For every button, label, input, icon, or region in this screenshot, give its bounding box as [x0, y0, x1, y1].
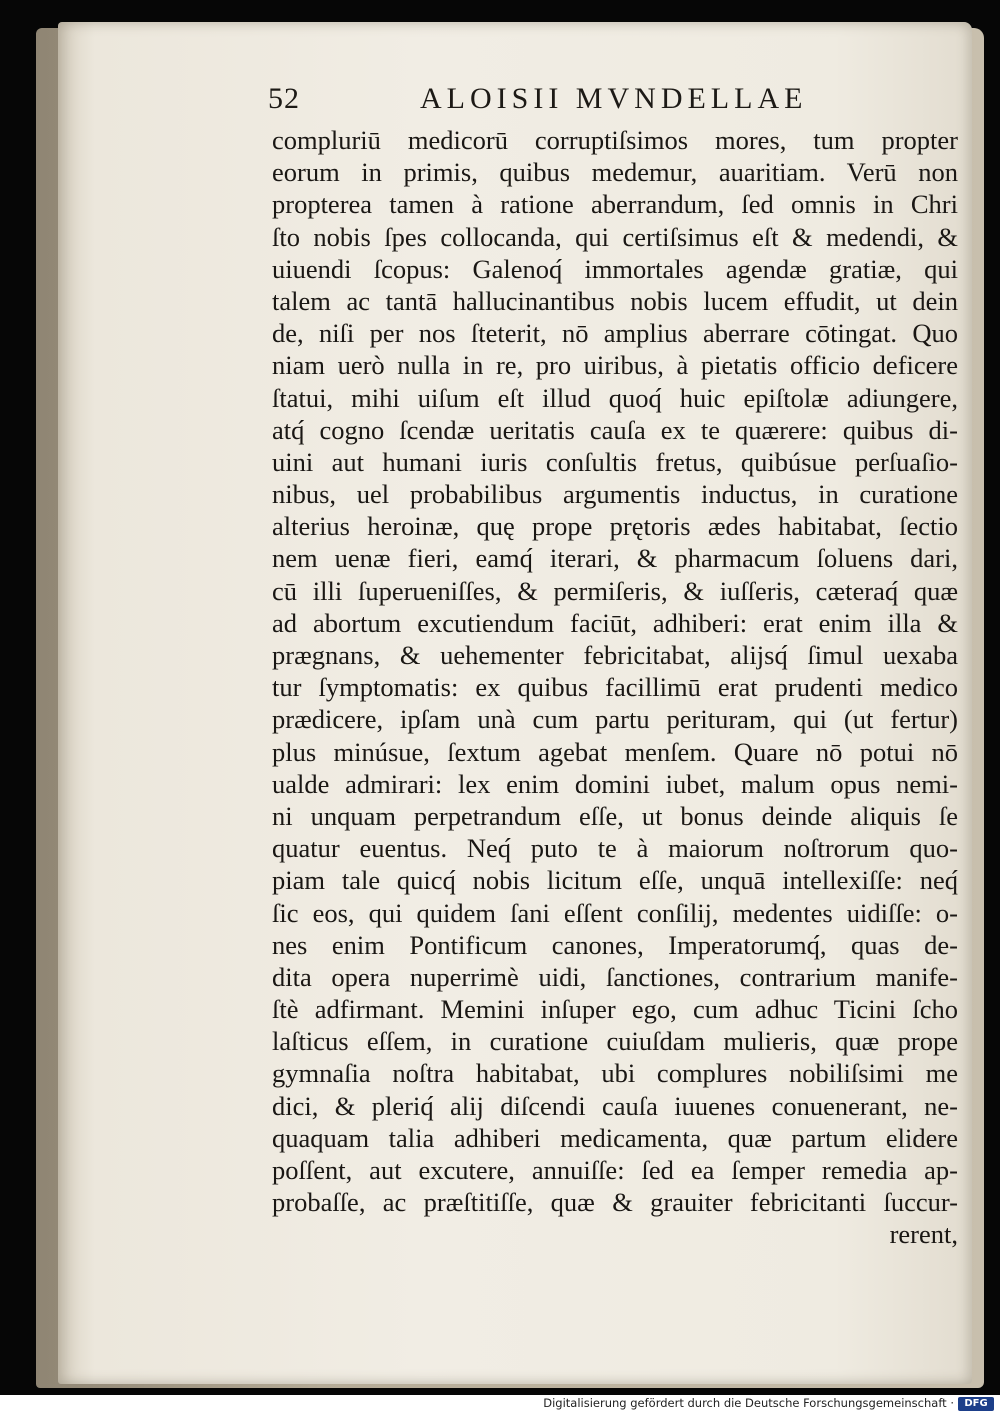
text-line: ſtatui, mihi uiſum eſt illud quoq́ huic epiſtolæ adiungere,: [272, 382, 958, 413]
text-line: quatur euentus. Neq́ puto te à maiorum noſtrorum quo-: [272, 833, 958, 864]
text-line: dita opera nuperrimè uidi, ſanctiones, contrarium manife-: [272, 961, 958, 992]
dfg-logo-icon: DFG: [958, 1397, 994, 1411]
text-line: dici, & pleriq́ alij diſcendi cauſa iuuenes conuenerant, ne-: [272, 1090, 958, 1121]
text-line: ſtè adfirmant. Memini inſuper ego, cum adhuc Ticini ſcho: [272, 994, 958, 1025]
text-line: atq́ cogno ſcendæ ueritatis cauſa ex te quærere: quibus di-: [272, 414, 958, 445]
catchword: rerent,: [889, 1219, 958, 1250]
text-line: plus minúsue, ſextum agebat menſem. Quare nō potui nō: [272, 736, 958, 767]
text-line: propterea tamen à ratione aberrandum, ſed omnis in Chri: [272, 189, 958, 220]
page-number: 52: [268, 82, 300, 115]
text-line: probaſſe, ac præſtitiſſe, quæ & grauiter febricitanti ſuccur-: [272, 1187, 958, 1218]
running-head: ALOISII MVNDELLAE: [420, 82, 808, 115]
text-line: prægnans, & uehementer febricitabat, alijsq́ ſimul uexaba: [272, 640, 958, 670]
text-line: ſto nobis ſpes collocanda, qui certiſsimus eſt & medendi, &: [272, 221, 958, 252]
footer-credit: Digitalisierung gefördert durch die Deutsche Forschungsgemeinschaft ·: [543, 1396, 954, 1410]
text-line: eorum in primis, quibus medemur, auaritiam. Verū non: [272, 157, 958, 188]
text-line: nes enim Pontificum canones, Imperatorumq́, quas de-: [272, 929, 958, 960]
text-line: poſſent, aut excutere, annuiſſe: ſed ea ſemper remedia ap-: [272, 1155, 958, 1185]
text-line: gymnaſia noſtra habitabat, ubi complures nobiliſsimi me: [272, 1058, 958, 1089]
text-line: de, niſi per nos ſteterit, nō amplius aberrare cōtingat. Quo: [272, 318, 958, 349]
text-line: talem ac tantā hallucinantibus nobis lucem effudit, ut dein: [272, 285, 958, 316]
text-line: ni unquam perpetrandum eſſe, ut bonus deinde aliquis ſe: [272, 800, 958, 831]
text-line: nibus, uel probabilibus argumentis inductus, in curatione: [272, 479, 958, 510]
text-line: cū illi ſuperueniſſes, & permiſeris, & iuſſeris, cæteraq́ quæ: [272, 575, 958, 606]
text-line: ad abortum excutiendum faciūt, adhiberi: erat enim illa &: [272, 607, 958, 638]
text-line: quaquam talia adhiberi medicamenta, quæ partum elidere: [272, 1122, 958, 1153]
text-line: nem uenæ fieri, eamq́ iterari, & pharmacum ſoluens dari,: [272, 543, 958, 574]
text-line: ualde admirari: lex enim domini iubet, malum opus nemi-: [272, 768, 958, 799]
text-line: piam tale quicq́ nobis licitum eſſe, unquā intellexiſſe: neq́: [272, 865, 958, 896]
text-line: uiuendi ſcopus: Galenoq́ immortales agendæ gratiæ, qui: [272, 253, 958, 284]
text-line: tur ſymptomatis: ex quibus facillimū erat prudenti medico: [272, 672, 958, 703]
text-line: ſic eos, qui quidem ſani eſſent conſilij, medentes uidiſſe: o-: [272, 897, 958, 928]
text-line: uini aut humani iuris conſultis fretus, quibúsue perſuaſio-: [272, 446, 958, 477]
text-line: prædicere, ipſam unà cum partu perituram, qui (ut fertur): [272, 704, 958, 735]
body-text: [272, 124, 958, 1251]
text-line: laſticus eſſem, in curatione cuiuſdam mulieris, quæ prope: [272, 1026, 958, 1057]
text-line: alterius heroinæ, quę prope prętoris ædes habitabat, ſectio: [272, 511, 958, 542]
text-line: niam uerò nulla in re, pro uiribus, à pietatis officio deficere: [272, 350, 958, 381]
text-line: compluriū medicorū corruptiſsimos mores, tum propter: [272, 125, 958, 155]
